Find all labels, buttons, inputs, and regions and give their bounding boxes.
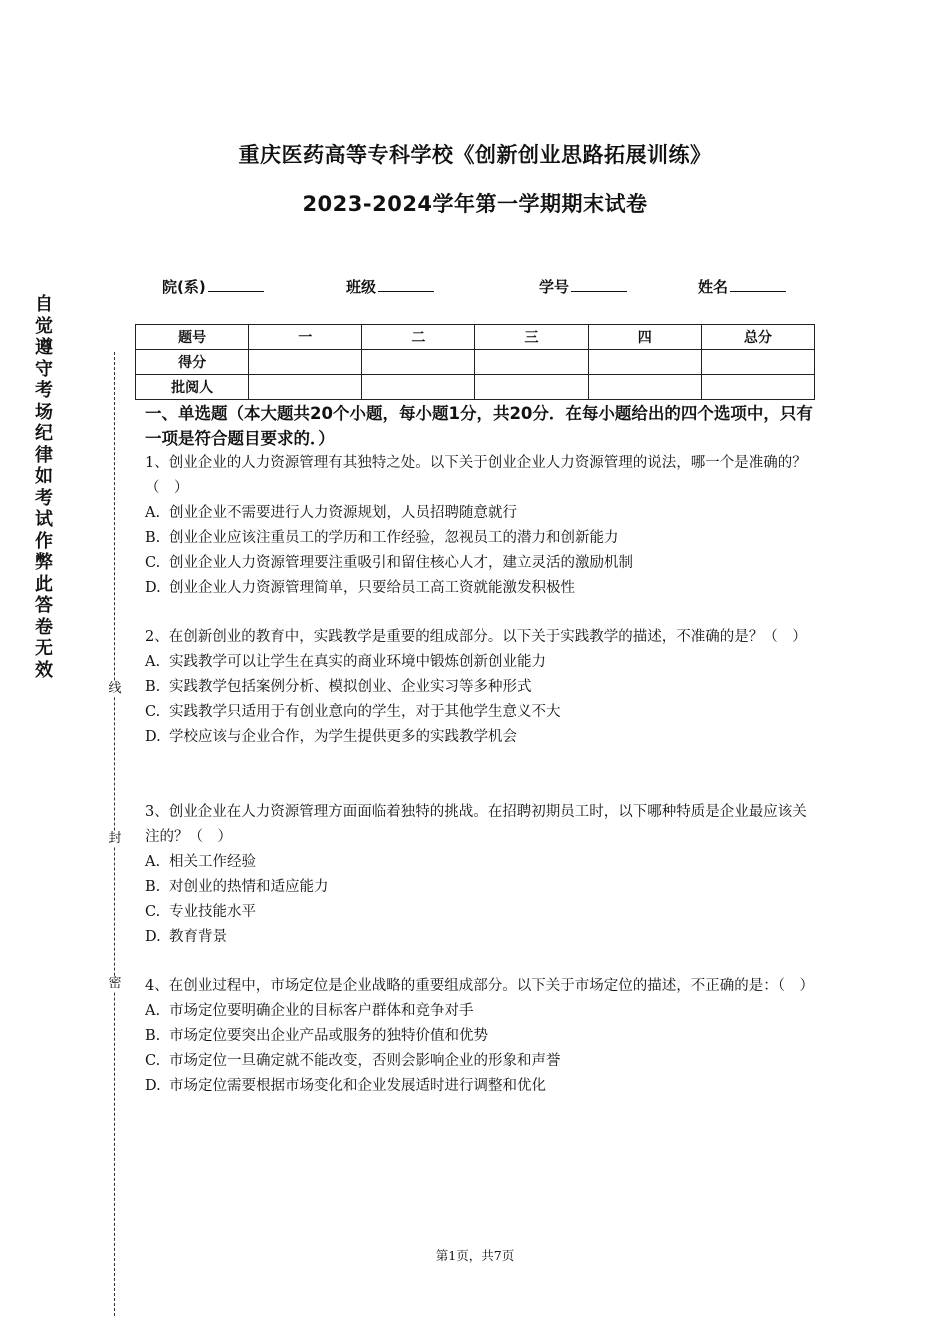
score-cell[interactable]: [249, 350, 362, 375]
department-field: [162, 276, 264, 298]
class-field: [346, 276, 434, 298]
option-letter: A.: [145, 654, 161, 670]
exam-title-line1: 重庆医药高等专科学校《创新创业思路拓展训练》: [238, 143, 712, 167]
notice-char: 场: [35, 401, 53, 423]
option-text: 对创业的热情和适应能力: [169, 879, 329, 895]
exam-discipline-notice: [30, 294, 58, 681]
name-label: 姓名: [698, 278, 729, 296]
question-stem: 1、创业企业的人力资源管理有其独特之处。以下关于创业企业人力资源管理的说法，哪一个是准确的？（ ）: [145, 455, 807, 496]
seal-mark-line: 线: [106, 681, 124, 697]
option-letter: C.: [145, 1053, 161, 1069]
option-letter: B.: [145, 530, 161, 546]
option-letter: D.: [145, 580, 161, 596]
question-stem: 4、在创业过程中，市场定位是企业战略的重要组成部分。以下关于市场定位的描述，不正确的是：（ ）: [145, 978, 814, 994]
score-header-cell: 三: [475, 325, 588, 350]
section-heading: 一、单选题（本大题共20个小题，每小题1分，共20分．在每小题给出的四个选项中，只有一项是符合题目要求的．）: [145, 404, 813, 448]
option-letter: C.: [145, 904, 161, 920]
option-c[interactable]: [145, 700, 810, 725]
notice-char: 律: [35, 444, 53, 466]
reviewer-cell[interactable]: [588, 375, 701, 400]
reviewer-row: [136, 375, 815, 400]
option-c[interactable]: [145, 900, 810, 925]
score-table: [135, 324, 815, 400]
option-letter: D.: [145, 729, 161, 745]
option-letter: B.: [145, 1028, 161, 1044]
score-header-cell: 二: [362, 325, 475, 350]
option-d[interactable]: [145, 925, 810, 950]
option-a[interactable]: [145, 650, 810, 675]
option-b[interactable]: [145, 1024, 810, 1049]
option-text: 实践教学可以让学生在真实的商业环境中锻炼创新创业能力: [169, 654, 546, 670]
notice-char: 考: [35, 380, 53, 401]
option-letter: C.: [145, 555, 161, 571]
score-header-cell: 题号: [136, 325, 249, 350]
notice-char: 无: [35, 638, 53, 659]
score-header-cell: 一: [249, 325, 362, 350]
student-id-blank[interactable]: [571, 276, 627, 292]
option-text: 创业企业不需要进行人力资源规划，人员招聘随意就行: [169, 505, 517, 521]
option-text: 学校应该与企业合作，为学生提供更多的实践教学机会: [169, 729, 517, 745]
score-row: [136, 350, 815, 375]
notice-char: 觉: [35, 315, 53, 337]
option-letter: B.: [145, 679, 161, 695]
exam-title-line2: 2023-2024学年第一学期期末试卷: [302, 192, 648, 216]
option-a[interactable]: [145, 999, 810, 1024]
option-a[interactable]: [145, 501, 810, 526]
notice-char: 如: [35, 466, 53, 487]
option-text: 市场定位一旦确定就不能改变，否则会影响企业的形象和声誉: [169, 1053, 561, 1069]
student-id-field: [539, 276, 627, 298]
notice-char: 弊: [35, 552, 53, 573]
question-4: [145, 974, 814, 1099]
option-text: 专业技能水平: [169, 904, 256, 920]
option-c[interactable]: [145, 551, 810, 576]
seal-mark-seal: 封: [106, 831, 124, 847]
page-number: 第1页，共7页: [435, 1248, 515, 1263]
option-text: 市场定位要明确企业的目标客户群体和竞争对手: [169, 1003, 474, 1019]
notice-char: 此: [35, 573, 53, 595]
question-3: [145, 800, 810, 950]
option-text: 市场定位要突出企业产品或服务的独特价值和优势: [169, 1028, 488, 1044]
score-cell[interactable]: [701, 350, 814, 375]
option-letter: A.: [145, 1003, 161, 1019]
option-text: 创业企业应该注重员工的学历和工作经验，忽视员工的潜力和创新能力: [169, 530, 619, 546]
department-blank[interactable]: [208, 276, 264, 292]
name-field: [698, 276, 786, 298]
option-text: 相关工作经验: [169, 854, 256, 870]
option-letter: B.: [145, 879, 161, 895]
score-cell[interactable]: [362, 350, 475, 375]
student-id-label: 学号: [539, 278, 570, 296]
notice-char: 卷: [35, 616, 53, 638]
option-b[interactable]: [145, 875, 810, 900]
option-d[interactable]: [145, 576, 810, 601]
option-text: 教育背景: [169, 929, 227, 945]
reviewer-cell[interactable]: [701, 375, 814, 400]
score-row-label: 得分: [136, 350, 249, 375]
notice-char: 答: [35, 595, 53, 616]
option-letter: A.: [145, 854, 161, 870]
option-letter: D.: [145, 1078, 161, 1094]
option-letter: D.: [145, 929, 161, 945]
reviewer-cell[interactable]: [475, 375, 588, 400]
option-text: 市场定位需要根据市场变化和企业发展适时进行调整和优化: [169, 1078, 546, 1094]
department-label: 院(系): [162, 278, 206, 296]
score-cell[interactable]: [475, 350, 588, 375]
option-text: 实践教学只适用于有创业意向的学生，对于其他学生意义不大: [169, 704, 561, 720]
score-table-header-row: [136, 325, 815, 350]
option-c[interactable]: [145, 1049, 810, 1074]
score-cell[interactable]: [588, 350, 701, 375]
notice-char: 试: [35, 509, 53, 530]
class-label: 班级: [346, 278, 377, 296]
option-b[interactable]: [145, 526, 810, 551]
question-stem: 3、创业企业在人力资源管理方面面临着独特的挑战。在招聘初期员工时，以下哪种特质是企业最应该关注的？（ ）: [145, 804, 807, 845]
option-text: 实践教学包括案例分析、模拟创业、企业实习等多种形式: [169, 679, 532, 695]
name-blank[interactable]: [730, 276, 786, 292]
notice-char: 自: [35, 294, 53, 315]
option-letter: A.: [145, 505, 161, 521]
option-b[interactable]: [145, 675, 810, 700]
reviewer-cell[interactable]: [249, 375, 362, 400]
notice-char: 纪: [35, 423, 53, 444]
option-a[interactable]: [145, 850, 810, 875]
reviewer-row-label: 批阅人: [136, 375, 249, 400]
notice-char: 考: [35, 487, 53, 509]
score-header-cell: 四: [588, 325, 701, 350]
option-text: 创业企业人力资源管理要注重吸引和留住核心人才，建立灵活的激励机制: [169, 555, 633, 571]
option-d[interactable]: [145, 725, 810, 750]
notice-char: 遵: [35, 337, 53, 358]
seal-mark-secret: 密: [106, 976, 124, 992]
option-d[interactable]: [145, 1074, 810, 1099]
question-1: [145, 451, 810, 601]
notice-char: 守: [35, 358, 53, 380]
question-stem: 2、在创新创业的教育中，实践教学是重要的组成部分。以下关于实践教学的描述，不准确的是？（ ）: [145, 629, 807, 645]
question-2: [145, 625, 810, 750]
class-blank[interactable]: [378, 276, 434, 292]
reviewer-cell[interactable]: [362, 375, 475, 400]
notice-char: 效: [35, 659, 53, 681]
option-text: 创业企业人力资源管理简单，只要给员工高工资就能激发积极性: [169, 580, 575, 596]
score-header-cell: 总分: [701, 325, 814, 350]
option-letter: C.: [145, 704, 161, 720]
notice-char: 作: [35, 530, 53, 552]
